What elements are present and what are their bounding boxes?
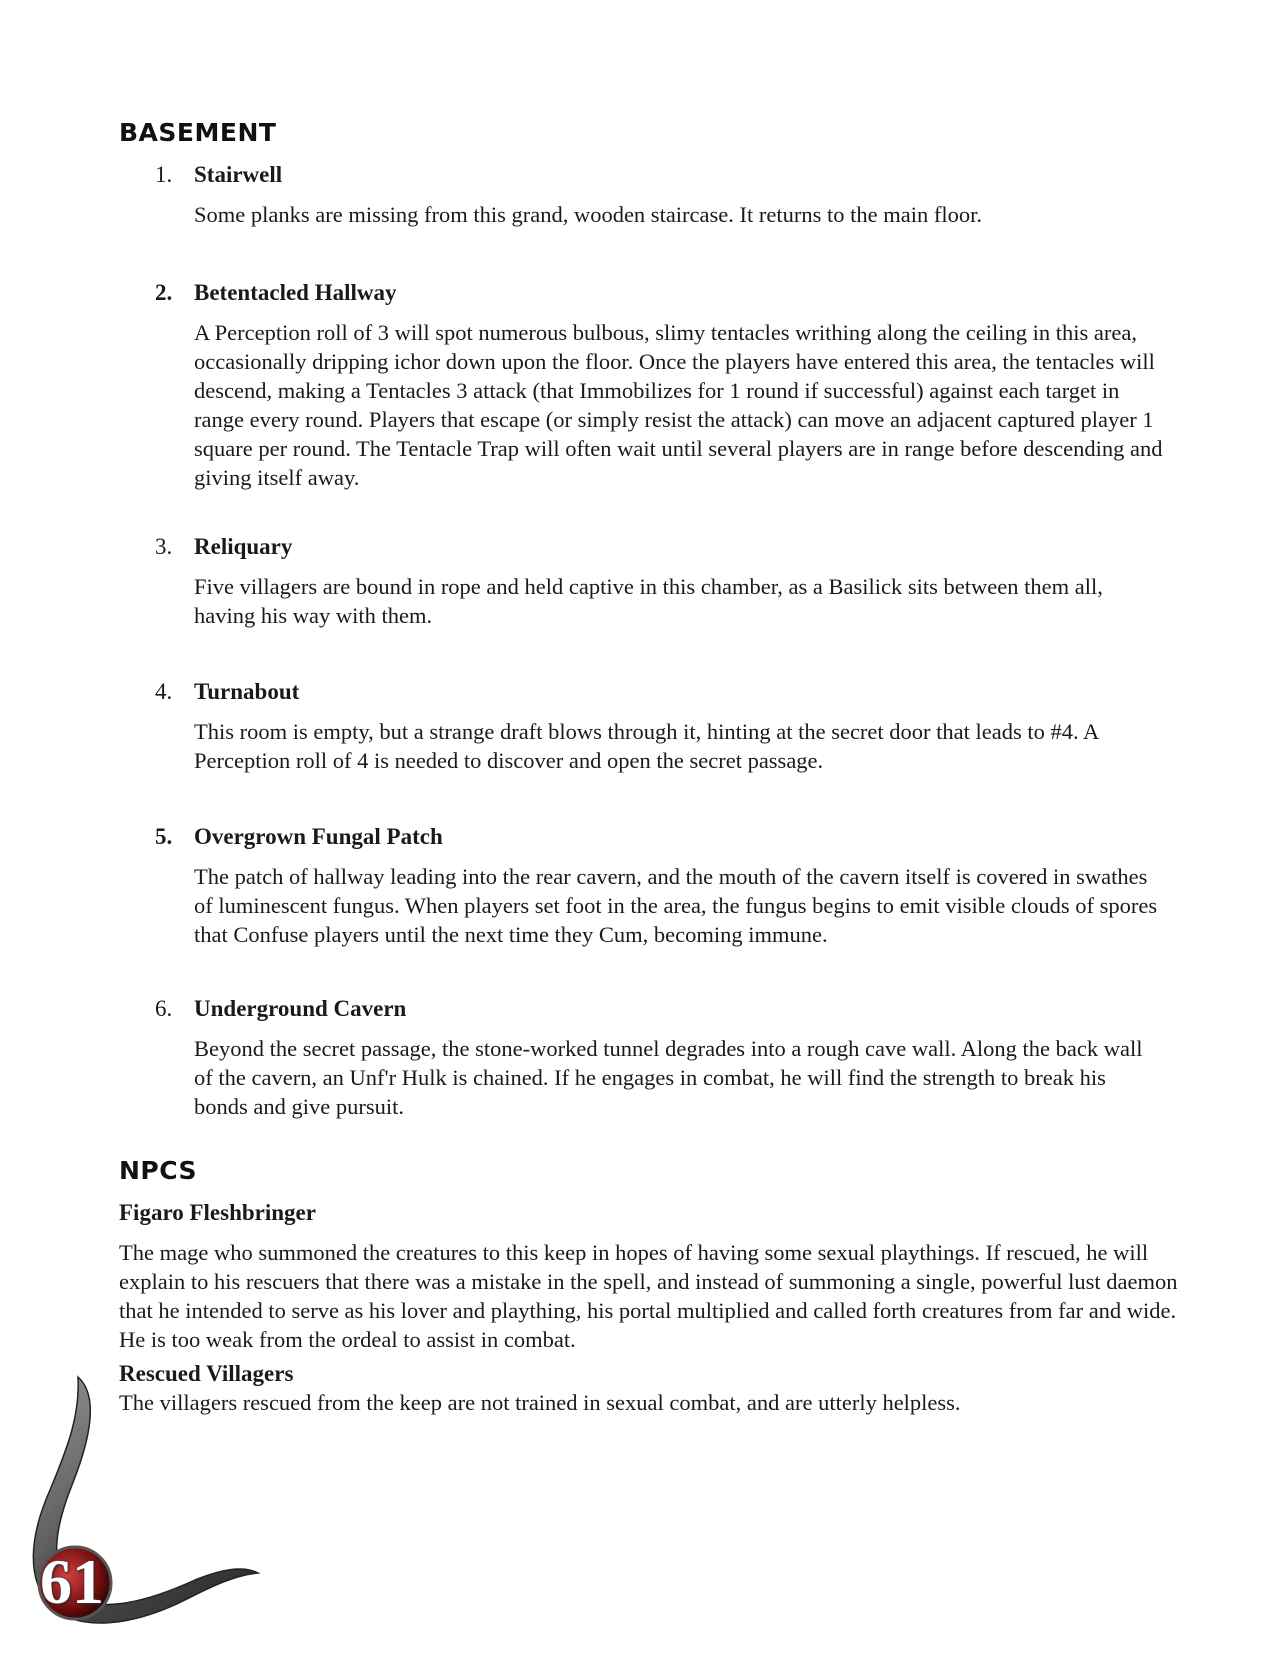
entry-2-body: A Perception roll of 3 will spot numerous bulbous, slimy tentacles writhing along the ceiling in this area, occasionally dripping ichor down upon the floor. Once the players have entered this area, the tentacles will descend, making a Tentacles 3 attack (that Immobilizes for 1 round if successful) against each target in range every round. Players that escape (or simply resist the attack) can move an adjacent captured player 1 square per round. The Tentacle Trap will often wait until several players are in range before descending and giving itself away. xyxy=(194,320,1163,490)
entry-6-number: 6. xyxy=(155,996,173,1021)
entry-3-number: 3. xyxy=(155,534,173,559)
entry-5-number: 5. xyxy=(155,824,173,849)
entry-1-body: Some planks are missing from this grand, wooden staircase. It returns to the main floor. xyxy=(194,202,982,227)
entry-3-body: Five villagers are bound in rope and held captive in this chamber, as a Basilick sits between them all, having his way with them. xyxy=(194,574,1103,628)
entry-1-number: 1. xyxy=(155,162,173,187)
entry-4-title: Turnabout xyxy=(194,679,300,704)
entry-6-title: Underground Cavern xyxy=(194,996,407,1021)
entry-2-title: Betentacled Hallway xyxy=(194,280,397,305)
npc-1-name: Figaro Fleshbringer xyxy=(119,1200,316,1225)
npc-2-body: The villagers rescued from the keep are not trained in sexual combat, and are utterly helpless. xyxy=(119,1390,961,1415)
entry-5-body: The patch of hallway leading into the rear cavern, and the mouth of the cavern itself is covered in swathes of luminescent fungus. When players set foot in the area, the fungus begins to emit visible clouds of spores that Confuse players until the next time they Cum, becoming immune. xyxy=(194,864,1158,947)
page-number: 61 xyxy=(40,1546,104,1617)
entry-4-body: This room is empty, but a strange draft blows through it, hinting at the secret door that leads to #4. A Perception roll of 4 is needed to discover and open the secret passage. xyxy=(194,719,1099,773)
entry-2-number: 2. xyxy=(155,280,173,305)
entry-1-title: Stairwell xyxy=(194,162,283,187)
entry-4-number: 4. xyxy=(155,679,173,704)
basement-heading: BASEMENT xyxy=(119,118,277,147)
npcs-heading: NPCS xyxy=(119,1156,198,1185)
npc-1-body: The mage who summoned the creatures to this keep in hopes of having some sexual playthings. If rescued, he will explain to his rescuers that there was a mistake in the spell, and instead of summoning a single, powerful lust daemon that he intended to serve as his lover and plaything, his portal multiplied and called forth creatures from far and wide. He is too weak from the ordeal to assist in combat. xyxy=(119,1240,1178,1352)
entry-5-title: Overgrown Fungal Patch xyxy=(194,824,443,849)
entry-6-body: Beyond the secret passage, the stone-worked tunnel degrades into a rough cave wall. Along the back wall of the cavern, an Unf'r Hulk is chained. If he engages in combat, he will find the strength to break his bonds and give pursuit. xyxy=(194,1036,1143,1119)
entry-3-title: Reliquary xyxy=(194,534,293,559)
npc-2-name: Rescued Villagers xyxy=(119,1361,294,1386)
